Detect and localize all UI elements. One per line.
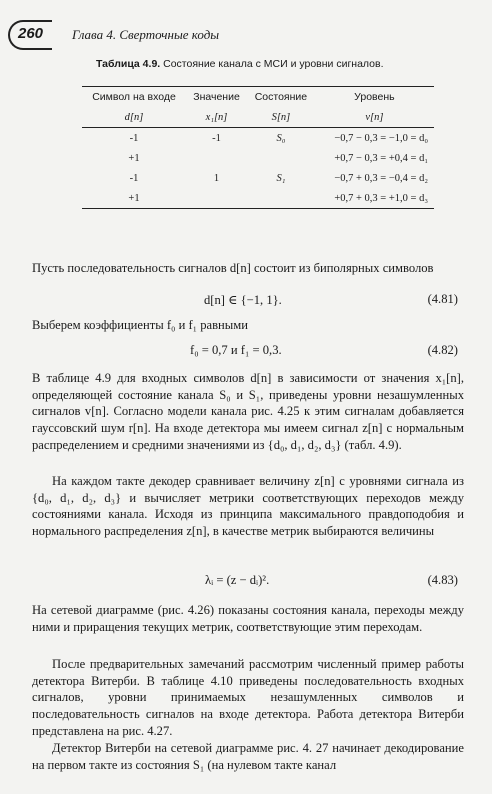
- paragraph-7: Детектор Витерби на сетевой диаграмме рис. 4. 27 начинает декодирование на первом такте из состояния S₁ (на нулевом такте канал: [32, 741, 464, 772]
- table-cell: -1: [212, 132, 221, 144]
- table-cell: [247, 188, 315, 209]
- table-cell: -1: [129, 172, 139, 184]
- paragraph-3: В таблице 4.9 для входных символов d[n] в зависимости от значения x₁[n], определяющей состояние канала S₀ и S₁, приведены уровни незашумленных сигналов v[n]. Согласно модели канала рис. 4.25 к этим сигналам добавляется гауссовский шум r[n]. На входе детектора мы имеем сигнал z[n] с нормальным распределением и средними значениями из {d₀, d₁, d₂, d₃} (табл. 4.9).: [32, 371, 464, 452]
- paragraph-4: На каждом такте декодер сравнивает величину z[n] с уровнями сигнала из {d₀, d₁, d₂, d₃} и вычисляет метрики соответствующих переходов между состояниями канала. Исходя из принципа максимального правдоподобия и нормального распределения z[n], в качестве метрик выбираются величины: [32, 474, 464, 539]
- table-caption-label: Таблица 4.9.: [96, 58, 161, 70]
- paragraph-5: На сетевой диаграмме (рис. 4.26) показаны состояния канала, переходы между ними и приращения текущих метрик, соответствующие этим переходам.: [32, 603, 464, 634]
- col-header-level: Уровень: [354, 91, 395, 103]
- table-cell: [186, 188, 247, 209]
- table-cell: 1: [213, 172, 220, 184]
- table-cell: +1: [128, 152, 140, 164]
- table-subheader-row: [82, 107, 434, 128]
- equation-4-82: f₀ = 0,7 и f₁ = 0,3.: [190, 343, 282, 357]
- table-row: [82, 148, 434, 168]
- table-cell: -1: [129, 132, 139, 144]
- col-sub-s: S[n]: [271, 111, 291, 123]
- col-header-input-symbol: Символ на входе: [92, 91, 176, 103]
- table-caption-text: Состояние канала с МСИ и уровни сигналов.: [163, 58, 384, 70]
- channel-state-table: [82, 86, 434, 209]
- equation-number-4-82: (4.82): [427, 343, 458, 357]
- table-cell: [247, 148, 315, 168]
- table-cell: [186, 148, 247, 168]
- table-cell: −0,7 − 0,3 = −1,0 = d₀: [334, 132, 428, 144]
- col-header-state: Состояние: [254, 91, 308, 103]
- table-row: [82, 128, 434, 149]
- paragraph-6: После предварительных замечаний рассмотрим численный пример работы детектора Витерби. В таблице 4.10 приведены последовательность входных сигналов, уровни принимаемых незашумленных символов и последовательность сигналов на входе детектора. Работа детектора Витерби представлена на рис. 4.27.: [32, 657, 464, 738]
- col-header-value: Значение: [193, 91, 240, 103]
- table-caption: [96, 58, 384, 70]
- page-number: 260: [18, 25, 44, 42]
- paragraph-2: Выберем коэффициенты f₀ и f₁ равными: [32, 318, 248, 332]
- equation-4-83: λᵢ = (z − dᵢ)².: [205, 573, 270, 587]
- paragraph-1: Пусть последовательность сигналов d[n] состоит из биполярных символов: [32, 261, 434, 275]
- page-header: [8, 20, 478, 50]
- table-row: [82, 188, 434, 209]
- table-cell: S₁: [276, 172, 286, 184]
- col-sub-x1: x₁[n]: [205, 111, 228, 123]
- table-cell: +0,7 + 0,3 = +1,0 = d₃: [334, 192, 428, 204]
- table-cell: −0,7 + 0,3 = −0,4 = d₂: [334, 172, 428, 184]
- equation-number-4-83: (4.83): [427, 573, 458, 587]
- table-cell: S₀: [276, 132, 286, 144]
- equation-number-4-81: (4.81): [427, 292, 458, 306]
- col-sub-v: v[n]: [365, 111, 384, 123]
- table-cell: +1: [128, 192, 140, 204]
- col-sub-d: d[n]: [124, 111, 144, 123]
- table-header-row: [82, 87, 434, 108]
- chapter-title: Глава 4. Сверточные коды: [72, 27, 220, 42]
- table-row: [82, 168, 434, 188]
- equation-4-81: d[n] ∈ {−1, 1}.: [204, 293, 282, 307]
- table-cell: +0,7 − 0,3 = +0,4 = d₁: [334, 152, 428, 164]
